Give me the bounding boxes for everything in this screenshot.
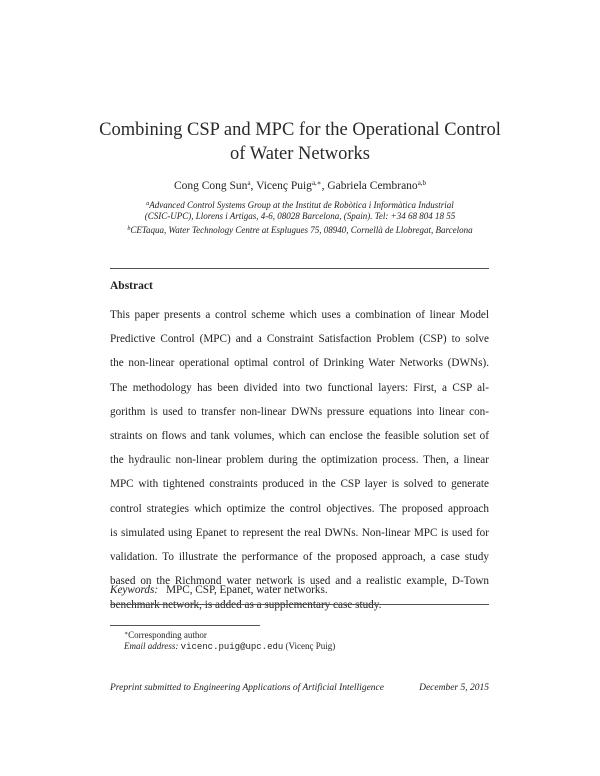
footnote-text: Corresponding author	[128, 630, 207, 640]
abstract-line: validation. To illustrate the performance of the proposed approach, a case study	[110, 551, 489, 563]
abstract-bottom-rule	[110, 604, 489, 605]
author-list: Cong Cong Sun$^a$, Vicenç Puig$^{a,∗}$, Gabriela Cembrano$^{a,b}$	[173, 179, 427, 192]
affiliation-marker: b	[127, 226, 131, 232]
title-line-2: of Water Networks	[230, 144, 370, 164]
author-affiliation-marker: a,∗	[311, 179, 322, 187]
keywords-line	[110, 583, 328, 598]
affiliation-text: Advanced Control Systems Group at the Institut de Robòtica i Informàtica Industrial	[149, 200, 454, 210]
abstract-line: the hydraulic non-linear problem during the optimization process. Then, a linear	[110, 454, 489, 466]
email-owner: (Vicenç Puig)	[285, 641, 336, 651]
abstract-line: MPC with tightened constraints produced in the CSP layer is solved to generate	[110, 478, 489, 490]
author-name: Vicenç Puig	[256, 180, 312, 192]
abstract-line: the non-linear operational optimal control of Drinking Water Networks (DWNs).	[110, 357, 489, 369]
footnote-rule	[110, 625, 260, 626]
abstract-line: straints on flows and tank volumes, which can enclose the feasible solution set of	[110, 430, 489, 442]
affiliation-b	[0, 223, 600, 236]
email-link[interactable]: vicenc.puig@upc.edu	[180, 642, 284, 652]
abstract-line: control strategies which optimize the control objectives. The proposed approach	[110, 503, 489, 515]
author-affiliation-marker: a,b	[417, 179, 427, 187]
footnote-marker: ∗	[124, 631, 129, 637]
preprint-note: Preprint submitted to Engineering Applications of Artificial Intelligence	[110, 683, 384, 693]
author-name: Cong Cong Sun	[173, 180, 248, 192]
abstract-line: The methodology has been divided into two functional layers: First, a CSP al-	[110, 382, 489, 394]
keywords-value: MPC, CSP, Epanet, water networks.	[166, 584, 328, 596]
abstract-heading: Abstract	[110, 280, 153, 292]
abstract-line: benchmark network, is added as a supplementary case study.	[110, 599, 382, 611]
email-label: Email address:	[124, 641, 179, 651]
paper-title	[0, 118, 600, 166]
footnote-email	[124, 640, 335, 653]
abstract-line: is simulated using Epanet to represent the real DWNs. Non-linear MPC is used for	[110, 527, 489, 539]
abstract-line: This paper presents a control scheme which uses a combination of linear Model	[110, 309, 489, 321]
abstract-line: based on the Richmond water network is used and a realistic example, D-Town	[110, 575, 489, 587]
affiliation-text: CETaqua, Water Technology Centre at Esplugues 75, 08940, Cornellà de Llobregat, Barcelona	[130, 225, 473, 235]
affiliation-a-line-2	[0, 210, 600, 222]
abstract-line: gorithm is used to transfer non-linear DWNs pressure equations into linear con-	[110, 406, 489, 418]
preprint-date: December 5, 2015	[419, 683, 489, 693]
abstract-line: Predictive Control (MPC) and a Constraint Satisfaction Problem (CSP) to solve	[110, 333, 489, 345]
affiliation-marker: a	[146, 201, 150, 207]
title-line-1: Combining CSP and MPC for the Operational Control	[99, 120, 501, 140]
author-affiliation-marker: a	[247, 179, 251, 187]
author-name: Gabriela Cembrano	[327, 180, 418, 192]
keywords-label: Keywords:	[110, 584, 159, 596]
abstract-top-rule	[110, 268, 489, 269]
affiliation-text: (CSIC-UPC), Llorens i Artigas, 4-6, 08028 Barcelona, (Spain). Tel: +34 68 804 18 55	[144, 211, 456, 221]
